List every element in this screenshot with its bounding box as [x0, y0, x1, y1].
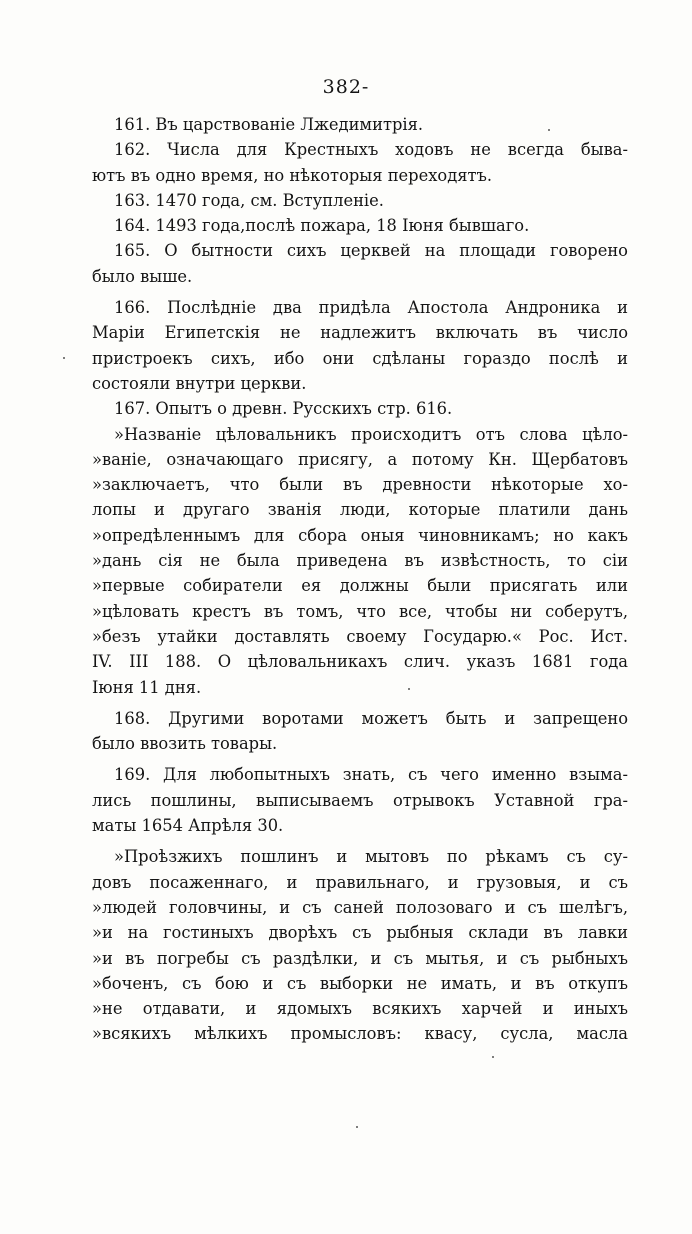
page-text	[92, 112, 628, 1047]
text-line: 169. Для любопытныхъ знать, съ чего именно взыма-	[114, 765, 628, 785]
text-line: »цѣловать крестъ въ томъ, что все, чтобы ни соберутъ,	[92, 601, 628, 621]
text-line: 167. Опытъ о древн. Русскихъ стр. 616.	[114, 399, 453, 419]
print-speck	[356, 1126, 358, 1128]
text-line: »ваніе, означающаго присягу, а потому Кн. Щербатовъ	[92, 449, 628, 469]
text-line: »не отдавати, и ядомыхъ всякихъ харчей и иныхъ	[92, 999, 628, 1019]
text-line: пристроекъ сихъ, ибо они сдѣланы гораздо послѣ и	[92, 348, 628, 368]
text-line: »и на гостиныхъ дворѣхъ съ рыбныя склади въ лавки	[92, 923, 628, 943]
text-line: довъ посаженнаго, и правильнаго, и грузовыя, и съ	[92, 872, 628, 892]
text-line: »всякихъ мѣлкихъ промысловъ: квасу, сусла, масла	[92, 1024, 628, 1044]
text-line: 161. Въ царствованіе Лжедимитрія.	[114, 115, 424, 134]
text-line: IV. III 188. О цѣловальникахъ слич. указъ 1681 года	[92, 652, 628, 672]
text-line: состояли внутри церкви.	[92, 373, 307, 393]
text-line: ютъ въ одно время, но нѣкоторыя переходятъ.	[92, 165, 493, 185]
text-line: »боченъ, съ бою и съ выборки не имать, и въ откупъ	[92, 973, 628, 993]
text-line: »безъ утайки доставлять своему Государю.« Рос. Ист.	[92, 626, 628, 646]
text-line: было ввозить товары.	[92, 734, 278, 754]
text-line: 165. О бытности сихъ церквей на площади говорено	[114, 241, 628, 261]
text-line: 168. Другими воротами можетъ быть и запрещено	[114, 708, 628, 728]
text-line: »заключаетъ, что были въ древности нѣкоторые хо-	[92, 475, 628, 495]
text-line: »Названіе цѣловальникъ происходитъ отъ слова цѣло-	[114, 424, 628, 444]
text-line: 166. Послѣдніе два придѣла Апостола Андроника и	[114, 298, 628, 318]
text-line: Маріи Египетскія не надлежитъ включать въ число	[92, 323, 628, 343]
text-line: »опредѣленнымъ для сбора оныя чиновникамъ; но какъ	[92, 525, 628, 545]
text-line: 164. 1493 года,послѣ пожара, 18 Іюня бывшаго.	[114, 216, 530, 236]
text-line: было выше.	[92, 266, 193, 286]
text-line: »людей головчины, и съ саней полозоваго и съ шелѣгъ,	[92, 897, 628, 917]
text-line: Іюня 11 дня.	[92, 677, 202, 697]
text-line: лопы и другаго званія люди, которые платили дань	[92, 500, 628, 520]
text-line: »первые собиратели ея должны были присягать или	[92, 576, 628, 596]
print-speck	[548, 129, 550, 131]
print-speck	[492, 1056, 494, 1058]
text-line: 163. 1470 года, см. Вступленіе.	[114, 190, 384, 210]
text-line: »и въ погребы съ раздѣлки, и съ мытья, и съ рыбныхъ	[92, 948, 628, 968]
text-line: 162. Числа для Крестныхъ ходовъ не всегда быва-	[114, 140, 628, 160]
text-line: маты 1654 Апрѣля 30.	[92, 816, 284, 836]
print-speck	[63, 357, 65, 359]
print-speck	[408, 688, 410, 690]
text-line: лись пошлины, выписываемъ отрывокъ Уставной гра-	[92, 790, 628, 810]
page-number: 382-	[322, 76, 370, 98]
text-line: »дань сія не была приведена въ извѣстность, то сіи	[92, 551, 628, 571]
text-line: »Проѣзжихъ пошлинъ и мытовъ по рѣкамъ съ су-	[114, 847, 628, 867]
